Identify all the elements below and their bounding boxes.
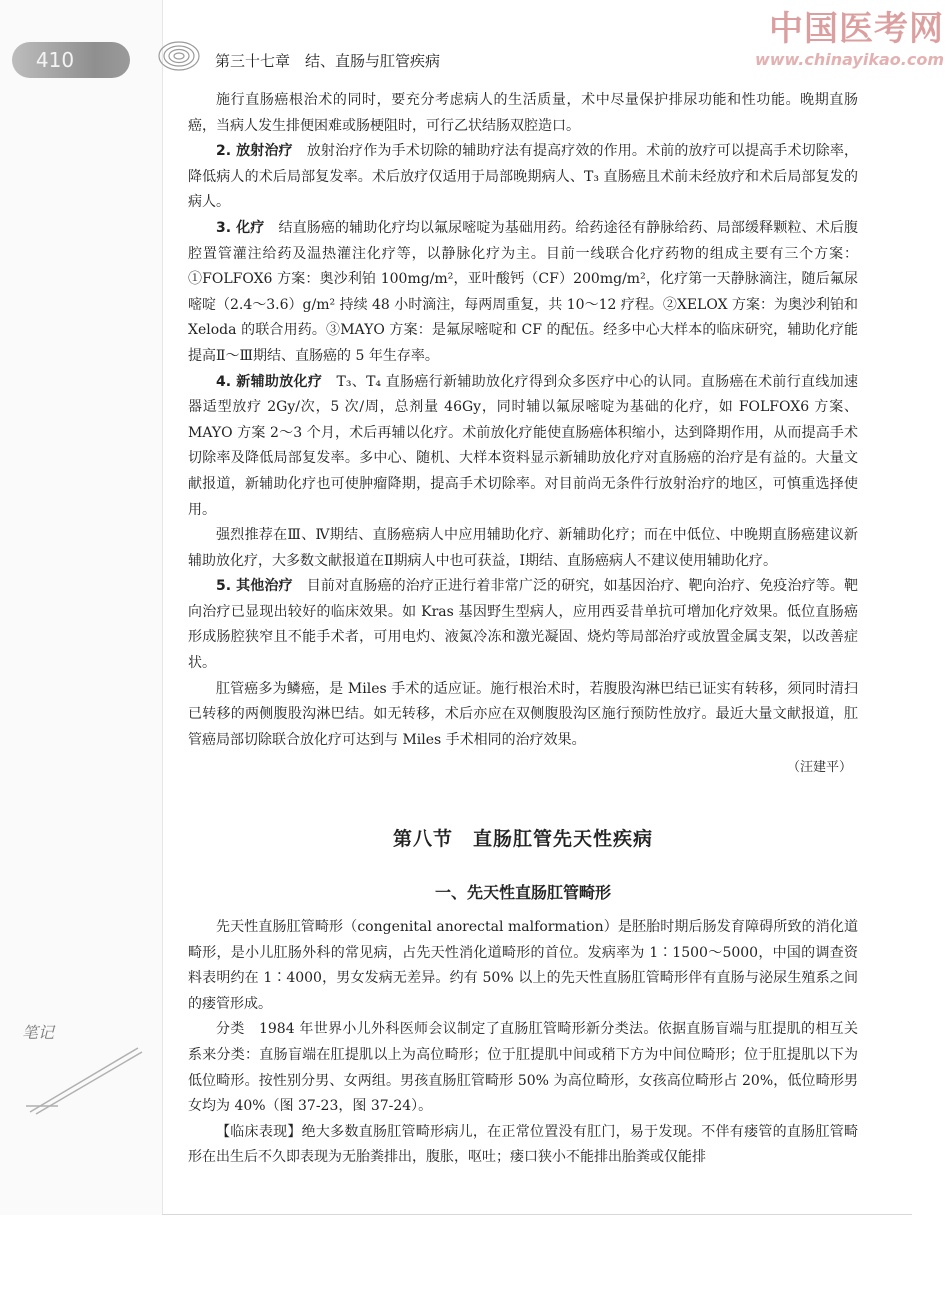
watermark-url: www.chinayikao.com [754, 50, 944, 69]
item-heading: 2. 放射治疗 [216, 143, 293, 160]
item-heading: 5. 其他治疗 [216, 578, 293, 595]
notes-label: 笔记 [22, 1023, 55, 1042]
paragraph: 肛管癌多为鳞癌，是 Miles 手术的适应证。施行根治术时，若腹股沟淋巴结已证实有转移，须同时清扫已转移的两侧腹股沟淋巴结。如无转移，术后亦应在双侧腹股沟区施行预防性放疗。最近大量文献报道，肛管癌局部切除联合放化疗可达到与 Miles 手术相同的治疗效果。 [188, 680, 858, 748]
paragraph-classification: 分类 1984 年世界小儿外科医师会议制定了直肠肛管畸形新分类法。依据直肠盲端与肛提肌的相互关系来分类：直肠盲端在肛提肌以上为高位畸形；位于肛提肌中间或稍下方为中间位畸形；位于肛提肌以下为低位畸形。按性别分男、女两组。男孩直肠肛管畸形 50% 为高位畸形，女孩高位畸形占 20%，低位畸形男女均为 40%（图 37-23，图 37-24）。 [188, 1021, 858, 1115]
paragraph: 先天性直肠肛管畸形（congenital anorectal malformation）是胚胎时期后肠发育障碍所致的消化道畸形，是小儿肛肠外科的常见病，占先天性消化道畸形的首位。发病率为 1∶1500～5000，中国的调查资料表明约在 1∶4000，男女发病无差异。约有 50% 以上的先天性直肠肛管畸形伴有直肠与泌尿生殖系之间的瘘管形成。 [188, 919, 858, 1012]
paragraph-clinical: 【临床表现】绝大多数直肠肛管畸形病儿，在正常位置没有肛门，易于发现。不伴有瘘管的直肠肛管畸形在出生后不久即表现为无胎粪排出，腹胀，呕吐；瘘口狭小不能排出胎粪或仅能排 [188, 1123, 858, 1166]
chapter-title: 第三十七章 结、直肠与肛管疾病 [215, 52, 441, 70]
section-title: 第八节 直肠肛管先天性疾病 [392, 828, 653, 851]
paragraph: 强烈推荐在Ⅲ、Ⅳ期结、直肠癌病人中应用辅助化疗、新辅助化疗；而在中低位、中晚期直肠癌建议新辅助放化疗，大多数文献报道在Ⅱ期病人中也可获益，Ⅰ期结、直肠癌病人不建议使用辅助化疗。 [188, 527, 858, 569]
item-heading: 3. 化疗 [216, 219, 265, 236]
item-heading: 4. 新辅助放化疗 [216, 373, 323, 390]
paragraph: 施行直肠癌根治术的同时，要充分考虑病人的生活质量，术中尽量保护排尿功能和性功能。晚期直肠癌，当病人发生排便困难或肠梗阻时，可行乙状结肠双腔造口。 [188, 92, 858, 134]
author-credit: （汪建平） [786, 760, 852, 776]
page-body [188, 88, 858, 1171]
swirl-logo-icon [156, 38, 202, 74]
pen-icon [18, 1040, 148, 1120]
page-bottom-rule [162, 1214, 912, 1215]
paragraph-radiotherapy: 2. 放射治疗 放射治疗作为手术切除的辅助疗法有提高疗效的作用。术前的放疗可以提高手术切除率，降低病人的术后局部复发率。术后放疗仅适用于局部晚期病人、T₃ 直肠癌且术前未经放疗和术后局部复发的病人。 [188, 143, 858, 211]
page-number: 410 [35, 48, 75, 72]
paragraph-chemotherapy: 3. 化疗 结直肠癌的辅助化疗均以氟尿嘧啶为基础用药。给药途径有静脉给药、局部缓释颗粒、术后腹腔置管灌注给药及温热灌注化疗等，以静脉化疗为主。目前一线联合化疗药物的组成主要有三个方案：①FOLFOX6 方案：奥沙利铂 100mg/m²，亚叶酸钙（CF）200mg/m²，化疗第一天静脉滴注，随后氟尿嘧啶（2.4～3.6）g/m² 持续 48 小时滴注，每两周重复，共 10～12 疗程。②XELOX 方案：为奥沙利铂和 Xeloda 的联合用药。③MAYO 方案：是氟尿嘧啶和 CF 的配伍。经多中心大样本的临床研究，辅助化疗能提高Ⅱ～Ⅲ期结、直肠癌的 5 年生存率。 [188, 219, 859, 364]
paragraph-other-treatment: 5. 其他治疗 目前对直肠癌的治疗正进行着非常广泛的研究，如基因治疗、靶向治疗、免疫治疗等。靶向治疗已显现出较好的临床效果。如 Kras 基因野生型病人，应用西妥昔单抗可增加化疗效果。低位直肠癌形成肠腔狭窄且不能手术者，可用电灼、液氮冷冻和激光凝固、烧灼等局部治疗或放置金属支架，以改善症状。 [188, 578, 858, 672]
paragraph-neoadjuvant: 4. 新辅助放化疗 T₃、T₄ 直肠癌行新辅助放化疗得到众多医疗中心的认同。直肠癌在术前行直线加速器适型放疗 2Gy/次，5 次/周，总剂量 46Gy，同时辅以氟尿嘧啶为基础的化疗，如 FOLFOX6 方案、MAYO 方案 2～3 个月，术后再辅以化疗。术前放化疗能使直肠癌体积缩小，达到降期作用，从而提高手术切除率及降低局部复发率。多中心、随机、大样本资料显示新辅助放化疗对直肠癌的治疗是有益的。大量文献报道，新辅助化疗也可使肿瘤降期，提高手术切除率。对目前尚无条件行放射治疗的地区，可慎重选择使用。 [188, 373, 858, 518]
subsection-title: 一、先天性直肠肛管畸形 [434, 883, 611, 903]
watermark-logo: 中国医考网 [769, 9, 944, 49]
